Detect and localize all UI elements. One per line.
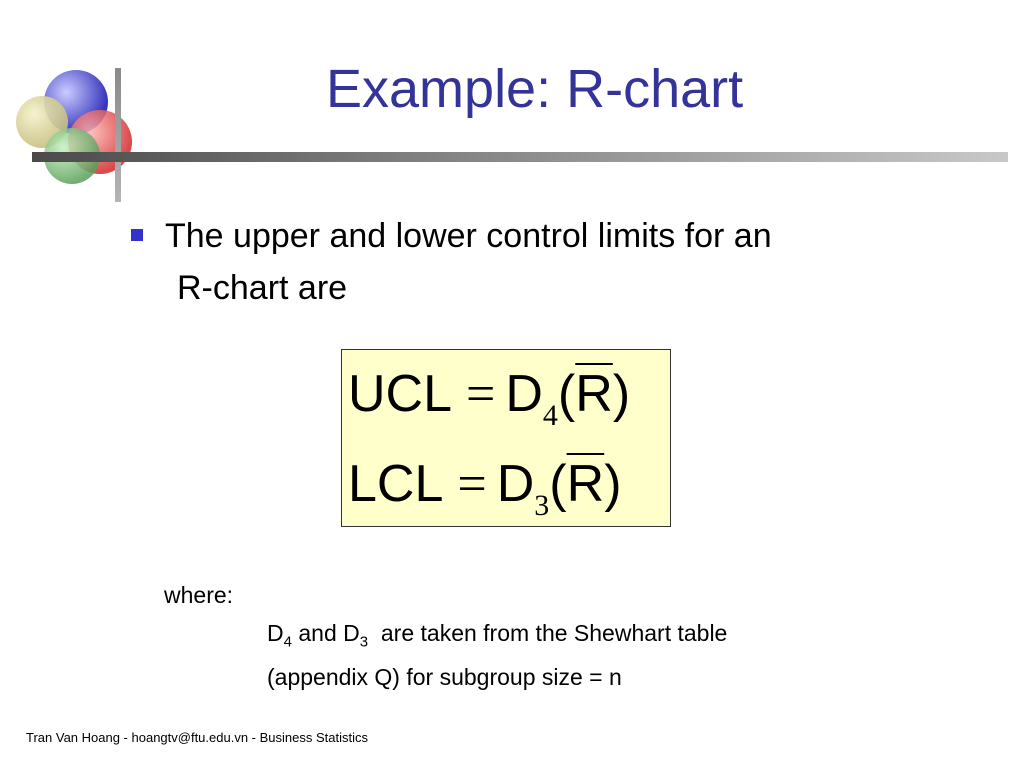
lcl-label: LCL: [348, 455, 444, 513]
ucl-rbar: $\overline{R}$: [575, 365, 613, 423]
ucl-equals: =: [466, 366, 496, 423]
ucl-open-paren: (: [557, 365, 576, 423]
slide-footer: Tran Van Hoang - hoangtv@ftu.edu.vn - Business Statistics: [26, 730, 368, 745]
lcl-open-paren: (: [549, 455, 567, 513]
bullet-text: [165, 210, 772, 314]
lcl-coef: D: [496, 455, 535, 513]
lcl-rbar: $\overline{R}$: [566, 455, 605, 513]
bullet-line-1: The upper and lower control limits for an: [165, 217, 772, 255]
where-detail: [267, 616, 727, 694]
d4-subscript: 4: [283, 633, 292, 651]
lcl-coef-sub: 3: [534, 489, 550, 522]
where-line-2: (appendix Q) for subgroup size = n: [267, 663, 622, 690]
overlapping-circles-logo: [14, 66, 144, 206]
bullet-line-2: R-chart are: [177, 269, 348, 307]
where-text-1: are taken from the Shewhart table: [368, 620, 728, 646]
bullet-square-icon: [131, 229, 143, 241]
ucl-label: UCL: [348, 365, 453, 423]
d4-symbol: D: [267, 620, 284, 646]
where-line-1: [267, 616, 727, 660]
ucl-formula: [348, 364, 630, 433]
lcl-equals: =: [457, 456, 487, 513]
d3-subscript: 3: [359, 633, 369, 651]
where-label: where:: [164, 582, 234, 608]
formula-box: [341, 349, 671, 527]
ucl-coef-sub: 4: [542, 399, 558, 432]
ucl-coef: D: [505, 365, 543, 423]
lcl-close-paren: ): [604, 455, 622, 513]
d3-symbol: D: [343, 620, 360, 646]
ucl-close-paren: ): [612, 365, 631, 423]
slide-title: Example: R-chart: [326, 59, 744, 119]
logo-vertical-bar: [115, 68, 121, 202]
where-and: and: [291, 620, 344, 646]
lcl-formula: [348, 454, 622, 523]
title-divider: [32, 152, 1008, 162]
